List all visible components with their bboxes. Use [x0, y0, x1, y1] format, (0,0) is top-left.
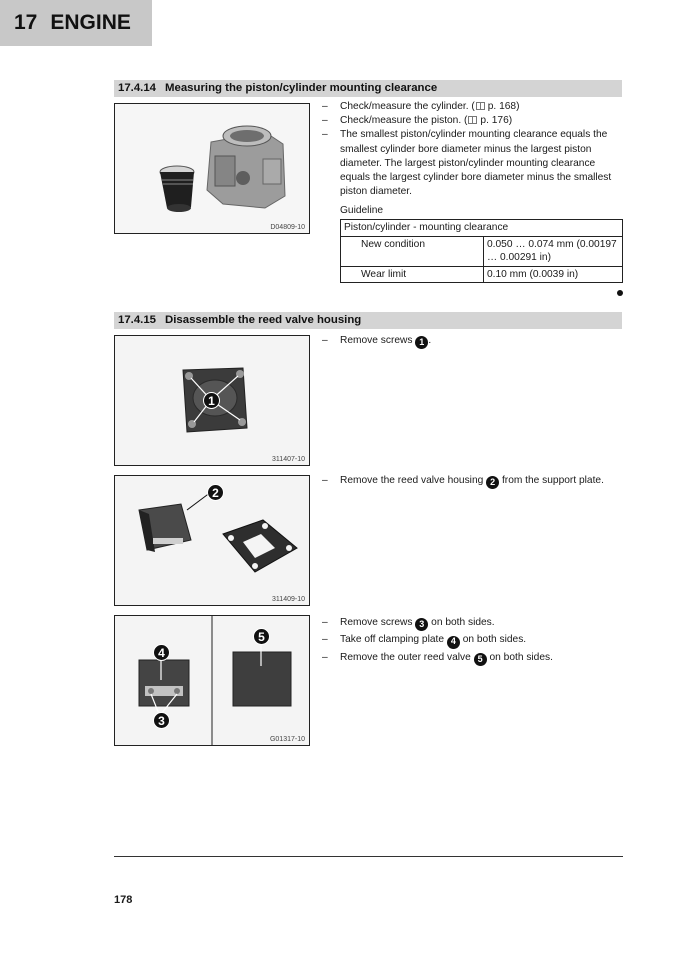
table-header: Piston/cylinder - mounting clearance [341, 220, 623, 237]
table-row [341, 266, 623, 283]
section-number: 17.4.14 [118, 82, 157, 94]
table-cell-label: Wear limit [341, 266, 484, 283]
page-number: 178 [114, 894, 133, 906]
section-heading-reed-valve [114, 312, 622, 329]
chapter-title: ENGINE [50, 11, 131, 34]
piston-cylinder-illustration [115, 104, 310, 234]
step-dash: – [322, 101, 328, 112]
step-item: – Remove screws 1 . [322, 335, 432, 347]
table-cell-label: New condition [341, 236, 484, 266]
steps-list-piston-clearance [322, 100, 622, 199]
steps-list-reed-valve-3 [322, 614, 622, 666]
callout-5: 5 [474, 653, 487, 666]
figure-callout-3: 3 [153, 712, 170, 729]
clearance-spec-table [340, 219, 623, 283]
table-header-row [341, 220, 623, 237]
table-cell-value: 0.050 … 0.074 mm (0.00197 … 0.00291 in) [484, 236, 623, 266]
step-dash: – [322, 475, 328, 486]
step-item: – Check/measure the piston. ( p. 176) [322, 114, 622, 128]
page-reference-icon [476, 102, 485, 110]
guideline-label: Guideline [340, 205, 384, 216]
page-reference-icon [468, 116, 477, 124]
steps-list-reed-valve-1 [322, 334, 622, 349]
chapter-number: 17 [14, 11, 38, 34]
figure-code: D04809-10 [270, 224, 305, 231]
section-number: 17.4.15 [118, 314, 157, 326]
step-item: – Remove screws 3 on both sides. [322, 614, 622, 631]
reed-valve-clamping-plate-illustration [115, 616, 310, 746]
step-item: – Check/measure the cylinder. ( p. 168) [322, 100, 622, 114]
page-reference-link[interactable]: p. 168) [487, 101, 520, 112]
step-item: – Remove the reed valve housing 2 from the support plate. [322, 475, 604, 487]
step-dash: – [322, 335, 328, 346]
section-heading-piston-clearance [114, 80, 622, 97]
figure-code: G01317-10 [269, 736, 305, 743]
figure-piston-cylinder [114, 103, 310, 234]
table-cell-value: 0.10 mm (0.0039 in) [484, 266, 623, 283]
step-item: – Take off clamping plate 4 on both sides. [322, 631, 622, 648]
chapter-tab [0, 0, 152, 46]
figure-callout-4: 4 [153, 644, 170, 661]
figure-reed-valve-clamping-plate [114, 615, 310, 746]
steps-list-reed-valve-2 [322, 474, 622, 489]
figure-reed-valve-screws [114, 335, 310, 466]
step-item: – Remove the outer reed valve 5 on both sides. [322, 649, 622, 666]
step-dash: – [322, 115, 328, 127]
page-reference-link[interactable]: p. 176) [480, 115, 513, 127]
figure-code: 311409-10 [272, 596, 305, 603]
section-end-marker [617, 290, 623, 296]
figure-callout-2: 2 [207, 484, 224, 501]
callout-1: 1 [415, 336, 428, 349]
step-dash: – [322, 634, 328, 646]
callout-4: 4 [447, 636, 460, 649]
callout-2: 2 [486, 476, 499, 489]
figure-reed-valve-support-plate [114, 475, 310, 606]
section-title: Disassemble the reed valve housing [165, 314, 362, 326]
figure-callout-1: 1 [203, 392, 220, 409]
footer-divider [114, 856, 623, 857]
step-dash: – [322, 617, 328, 628]
section-title: Measuring the piston/cylinder mounting clearance [165, 82, 438, 94]
step-item: – The smallest piston/cylinder mounting clearance equals the smallest cylinder bore diameter minus the largest piston diameter. The largest piston/cylinder mounting clearance equals the largest cylinder bore diameter minus the smallest piston diameter. [322, 129, 612, 198]
step-dash: – [322, 129, 328, 141]
table-row [341, 236, 623, 266]
step-dash: – [322, 651, 328, 663]
figure-code: 311407-10 [272, 456, 305, 463]
figure-callout-5: 5 [253, 628, 270, 645]
callout-3: 3 [415, 618, 428, 631]
